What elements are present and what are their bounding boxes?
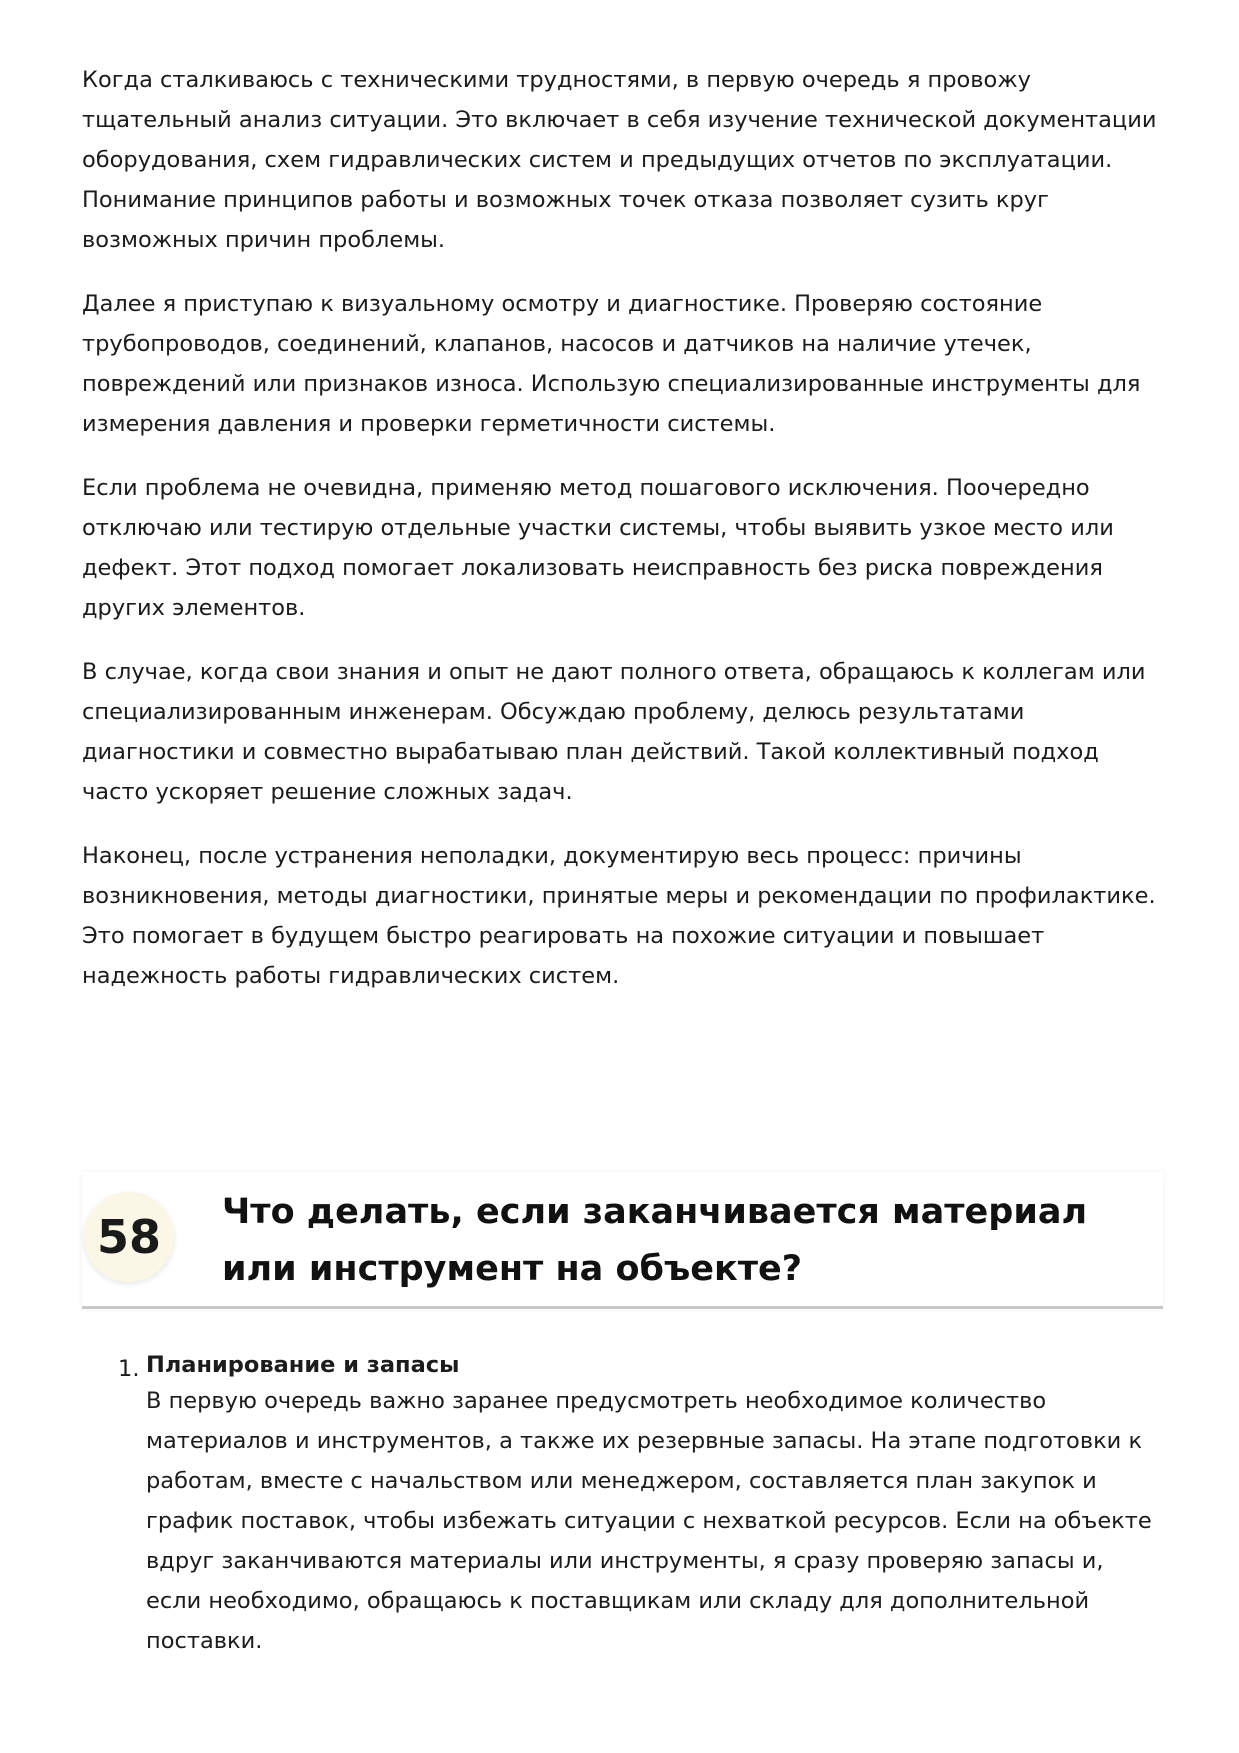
list-item-number: 1. bbox=[118, 1356, 140, 1382]
list-item-heading: Планирование и запасы bbox=[146, 1352, 460, 1378]
body-text bbox=[82, 60, 1162, 1020]
section-header bbox=[82, 1172, 1163, 1309]
section-number-badge: 58 bbox=[84, 1192, 174, 1282]
paragraph-1: Когда сталкиваюсь с техническими трудностями, в первую очередь я провожу тщательный анализ ситуации. Это включает в себя изучение технической документации оборудования, схем гидравлических систем и предыдущих отчетов по эксплуатации. Понимание принципов работы и возможных точек отказа позволяет сузить круг возможных причин проблемы. bbox=[82, 67, 1157, 253]
numbered-list bbox=[82, 1349, 1162, 1661]
paragraph-4: В случае, когда свои знания и опыт не дают полного ответа, обращаюсь к коллегам или специализированным инженерам. Обсуждаю проблему, делюсь результатами диагностики и совместно вырабатываю план действий. Такой коллективный подход часто ускоряет решение сложных задач. bbox=[82, 659, 1146, 805]
list-item-text: В первую очередь важно заранее предусмотреть необходимое количество материалов и инструментов, а также их резервные запасы. На этапе подготовки к работам, вместе с начальством или менеджером, составляется план закупок и график поставок, чтобы избежать ситуации с нехваткой ресурсов. Если на объекте вдруг заканчиваются материалы или инструменты, я сразу проверяю запасы и, если необходимо, обращаюсь к поставщикам или складу для дополнительной поставки. bbox=[146, 1388, 1152, 1654]
paragraph-3: Если проблема не очевидна, применяю метод пошагового исключения. Поочередно отключаю или тестирую отдельные участки системы, чтобы выявить узкое место или дефект. Этот подход помогает локализовать неисправность без риска повреждения других элементов. bbox=[82, 475, 1114, 621]
paragraph-2: Далее я приступаю к визуальному осмотру и диагностике. Проверяю состояние трубопроводов, соединений, клапанов, насосов и датчиков на наличие утечек, повреждений или признаков износа. Использую специализированные инструменты для измерения давления и проверки герметичности системы. bbox=[82, 291, 1141, 437]
paragraph-5: Наконец, после устранения неполадки, документирую весь процесс: причины возникновения, методы диагностики, принятые меры и рекомендации по профилактике. Это помогает в будущем быстро реагировать на похожие ситуации и повышает надежность работы гидравлических систем. bbox=[82, 843, 1156, 989]
list-item bbox=[82, 1349, 1162, 1661]
section-title: Что делать, если заканчивается материал или инструмент на объекте? bbox=[222, 1192, 1088, 1289]
